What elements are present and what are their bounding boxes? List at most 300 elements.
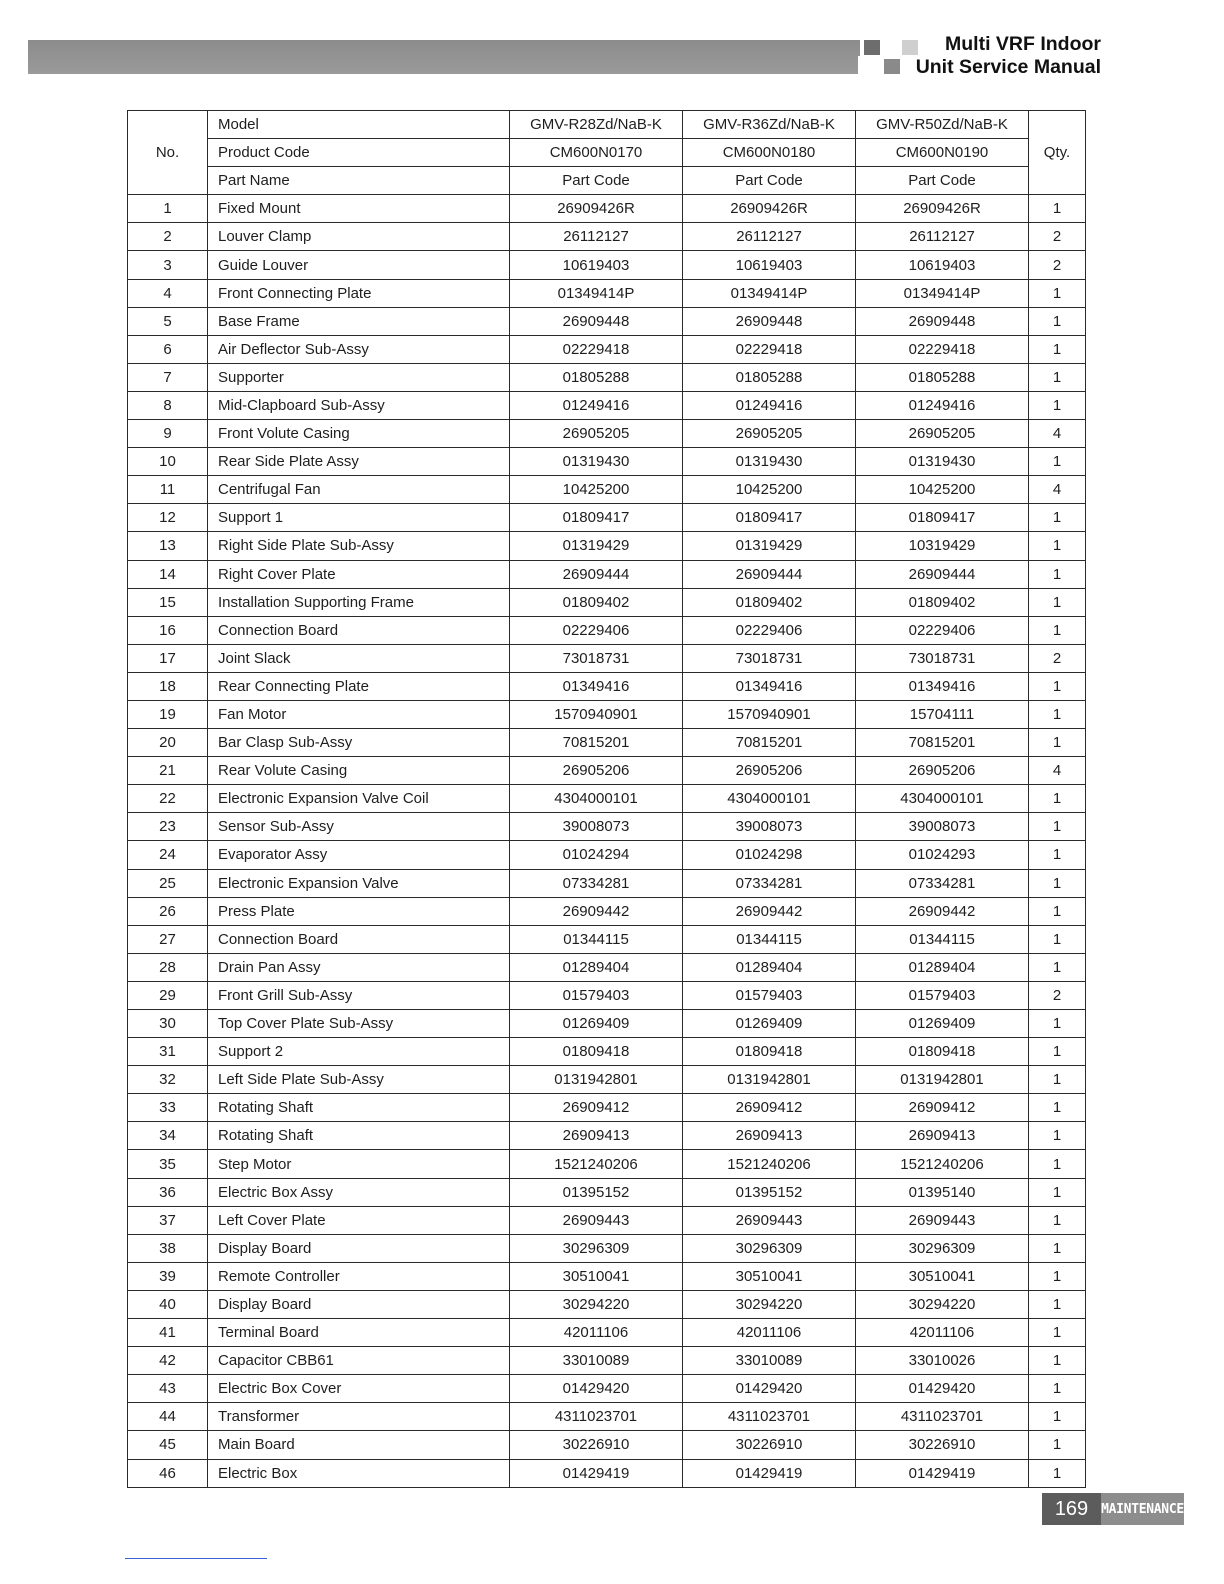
cell-part-code-3: 26909444 [856, 560, 1029, 588]
cell-part-code-1: 30226910 [510, 1431, 683, 1459]
cell-no: 39 [128, 1262, 208, 1290]
cell-no: 10 [128, 448, 208, 476]
part-code-label-2: Part Code [683, 167, 856, 195]
header-row-product-code [128, 139, 1086, 167]
product-code-1: CM600N0170 [510, 139, 683, 167]
cell-qty: 1 [1029, 1347, 1086, 1375]
cell-part-code-1: 01349416 [510, 672, 683, 700]
cell-no: 43 [128, 1375, 208, 1403]
table-row [128, 1290, 1086, 1318]
cell-qty: 1 [1029, 1038, 1086, 1066]
manual-title-line2: Unit Service Manual [915, 56, 1101, 78]
cell-no: 17 [128, 644, 208, 672]
cell-part-code-3: 26909448 [856, 307, 1029, 335]
cell-part-code-3: 02229406 [856, 616, 1029, 644]
cell-qty: 1 [1029, 363, 1086, 391]
header-row-model [128, 111, 1086, 139]
cell-part-code-2: 42011106 [683, 1319, 856, 1347]
cell-part-code-1: 01344115 [510, 925, 683, 953]
model-1: GMV-R28Zd/NaB-K [510, 111, 683, 139]
cell-part-code-1: 26909443 [510, 1206, 683, 1234]
cell-part-name: Louver Clamp [208, 223, 510, 251]
cell-part-name: Centrifugal Fan [208, 476, 510, 504]
section-label: MAINTENANCE [1101, 1493, 1184, 1525]
cell-part-code-3: 01429420 [856, 1375, 1029, 1403]
cell-part-code-3: 10619403 [856, 251, 1029, 279]
cell-part-code-1: 0131942801 [510, 1066, 683, 1094]
cell-part-code-1: 26909426R [510, 195, 683, 223]
cell-part-code-2: 30226910 [683, 1431, 856, 1459]
cell-part-code-1: 01429420 [510, 1375, 683, 1403]
cell-part-code-2: 10619403 [683, 251, 856, 279]
table-row [128, 532, 1086, 560]
table-row [128, 672, 1086, 700]
table-row [128, 1403, 1086, 1431]
cell-part-code-2: 01809417 [683, 504, 856, 532]
cell-no: 35 [128, 1150, 208, 1178]
table-row [128, 1178, 1086, 1206]
cell-part-code-2: 26909448 [683, 307, 856, 335]
table-row [128, 1094, 1086, 1122]
cell-part-code-3: 02229418 [856, 335, 1029, 363]
cell-part-code-1: 33010089 [510, 1347, 683, 1375]
cell-part-code-1: 73018731 [510, 644, 683, 672]
table-row [128, 1347, 1086, 1375]
cell-part-code-3: 01289404 [856, 953, 1029, 981]
cell-part-code-3: 26909426R [856, 195, 1029, 223]
cell-qty: 1 [1029, 279, 1086, 307]
cell-part-code-2: 1521240206 [683, 1150, 856, 1178]
cell-part-code-3: 33010026 [856, 1347, 1029, 1375]
cell-part-code-1: 30294220 [510, 1290, 683, 1318]
cell-no: 7 [128, 363, 208, 391]
table-row [128, 644, 1086, 672]
cell-part-code-1: 42011106 [510, 1319, 683, 1347]
cell-part-code-3: 26112127 [856, 223, 1029, 251]
cell-part-name: Right Cover Plate [208, 560, 510, 588]
cell-part-name: Rear Side Plate Assy [208, 448, 510, 476]
cell-no: 40 [128, 1290, 208, 1318]
cell-part-code-2: 70815201 [683, 729, 856, 757]
cell-part-code-2: 73018731 [683, 644, 856, 672]
page-badge [1042, 1493, 1184, 1525]
cell-part-code-1: 01809417 [510, 504, 683, 532]
cell-qty: 1 [1029, 195, 1086, 223]
cell-qty: 1 [1029, 785, 1086, 813]
cell-part-code-2: 26909412 [683, 1094, 856, 1122]
cell-part-code-3: 0131942801 [856, 1066, 1029, 1094]
cell-part-code-3: 73018731 [856, 644, 1029, 672]
cell-part-code-3: 15704111 [856, 700, 1029, 728]
product-code-label: Product Code [208, 139, 510, 167]
model-label: Model [208, 111, 510, 139]
cell-part-code-2: 26909413 [683, 1122, 856, 1150]
cell-part-code-3: 01344115 [856, 925, 1029, 953]
table-row [128, 981, 1086, 1009]
cell-part-code-2: 01349416 [683, 672, 856, 700]
cell-qty: 2 [1029, 251, 1086, 279]
cell-part-code-2: 1570940901 [683, 700, 856, 728]
cell-qty: 1 [1029, 1178, 1086, 1206]
cell-qty: 1 [1029, 448, 1086, 476]
cell-part-name: Left Cover Plate [208, 1206, 510, 1234]
cell-part-code-3: 30510041 [856, 1262, 1029, 1290]
cell-part-code-2: 26909442 [683, 897, 856, 925]
cell-part-code-2: 07334281 [683, 869, 856, 897]
cell-part-code-2: 01805288 [683, 363, 856, 391]
cell-part-code-2: 30294220 [683, 1290, 856, 1318]
cell-part-code-2: 33010089 [683, 1347, 856, 1375]
cell-part-code-1: 26909442 [510, 897, 683, 925]
cell-part-code-3: 70815201 [856, 729, 1029, 757]
cell-part-code-2: 01249416 [683, 391, 856, 419]
cell-qty: 2 [1029, 981, 1086, 1009]
cell-qty: 1 [1029, 1094, 1086, 1122]
cell-no: 6 [128, 335, 208, 363]
cell-part-code-3: 1521240206 [856, 1150, 1029, 1178]
cell-part-code-1: 01809402 [510, 588, 683, 616]
cell-no: 21 [128, 757, 208, 785]
cell-part-code-1: 02229418 [510, 335, 683, 363]
cell-no: 38 [128, 1234, 208, 1262]
cell-part-code-3: 01809418 [856, 1038, 1029, 1066]
cell-qty: 1 [1029, 504, 1086, 532]
cell-part-code-2: 02229406 [683, 616, 856, 644]
cell-no: 23 [128, 813, 208, 841]
cell-qty: 4 [1029, 420, 1086, 448]
cell-part-name: Press Plate [208, 897, 510, 925]
cell-part-code-1: 26905206 [510, 757, 683, 785]
cell-part-code-3: 01249416 [856, 391, 1029, 419]
cell-qty: 1 [1029, 869, 1086, 897]
cell-part-name: Main Board [208, 1431, 510, 1459]
cell-no: 33 [128, 1094, 208, 1122]
cell-part-code-1: 1570940901 [510, 700, 683, 728]
cell-part-code-1: 1521240206 [510, 1150, 683, 1178]
cell-qty: 1 [1029, 953, 1086, 981]
cell-part-code-2: 01429419 [683, 1459, 856, 1487]
cell-part-code-3: 01024293 [856, 841, 1029, 869]
cell-part-code-1: 26909448 [510, 307, 683, 335]
product-code-2: CM600N0180 [683, 139, 856, 167]
cell-part-name: Top Cover Plate Sub-Assy [208, 1010, 510, 1038]
cell-no: 32 [128, 1066, 208, 1094]
cell-no: 8 [128, 391, 208, 419]
cell-qty: 1 [1029, 1206, 1086, 1234]
header-row-part [128, 167, 1086, 195]
cell-no: 4 [128, 279, 208, 307]
table-row [128, 897, 1086, 925]
cell-part-name: Terminal Board [208, 1319, 510, 1347]
table-row [128, 223, 1086, 251]
table-row [128, 195, 1086, 223]
table-row [128, 616, 1086, 644]
cell-qty: 1 [1029, 925, 1086, 953]
cell-qty: 1 [1029, 616, 1086, 644]
cell-part-name: Support 2 [208, 1038, 510, 1066]
cell-no: 13 [128, 532, 208, 560]
table-row [128, 925, 1086, 953]
qty-header: Qty. [1029, 111, 1086, 195]
cell-part-code-2: 01269409 [683, 1010, 856, 1038]
table-row [128, 1459, 1086, 1487]
cell-part-code-2: 0131942801 [683, 1066, 856, 1094]
table-row [128, 1431, 1086, 1459]
cell-no: 16 [128, 616, 208, 644]
cell-part-code-2: 26909444 [683, 560, 856, 588]
cell-part-name: Electronic Expansion Valve [208, 869, 510, 897]
cell-part-code-1: 01269409 [510, 1010, 683, 1038]
cell-part-code-3: 42011106 [856, 1319, 1029, 1347]
cell-qty: 4 [1029, 476, 1086, 504]
cell-no: 20 [128, 729, 208, 757]
cell-qty: 1 [1029, 335, 1086, 363]
cell-part-code-2: 10425200 [683, 476, 856, 504]
cell-part-name: Front Grill Sub-Assy [208, 981, 510, 1009]
cell-part-code-2: 01024298 [683, 841, 856, 869]
table-row [128, 448, 1086, 476]
table-row [128, 307, 1086, 335]
cell-no: 14 [128, 560, 208, 588]
cell-no: 26 [128, 897, 208, 925]
cell-no: 34 [128, 1122, 208, 1150]
cell-part-code-1: 01319429 [510, 532, 683, 560]
cell-part-code-3: 4304000101 [856, 785, 1029, 813]
manual-title [916, 33, 1101, 79]
table-row [128, 1234, 1086, 1262]
table-row [128, 504, 1086, 532]
cell-part-code-3: 01809402 [856, 588, 1029, 616]
cell-part-code-2: 01395152 [683, 1178, 856, 1206]
cell-no: 1 [128, 195, 208, 223]
cell-no: 25 [128, 869, 208, 897]
cell-no: 42 [128, 1347, 208, 1375]
table-row [128, 1206, 1086, 1234]
cell-no: 27 [128, 925, 208, 953]
cell-no: 3 [128, 251, 208, 279]
cell-part-code-2: 26905205 [683, 420, 856, 448]
cell-no: 37 [128, 1206, 208, 1234]
cell-qty: 1 [1029, 307, 1086, 335]
table-row [128, 1375, 1086, 1403]
cell-part-code-2: 01349414P [683, 279, 856, 307]
table-row [128, 279, 1086, 307]
no-header: No. [128, 111, 208, 195]
cell-no: 45 [128, 1431, 208, 1459]
cell-no: 12 [128, 504, 208, 532]
cell-part-code-3: 01349416 [856, 672, 1029, 700]
cell-qty: 1 [1029, 729, 1086, 757]
cell-qty: 1 [1029, 1431, 1086, 1459]
cell-no: 30 [128, 1010, 208, 1038]
cell-part-code-2: 01809418 [683, 1038, 856, 1066]
cell-no: 28 [128, 953, 208, 981]
cell-qty: 1 [1029, 560, 1086, 588]
table-row [128, 588, 1086, 616]
cell-part-code-3: 26909443 [856, 1206, 1029, 1234]
cell-part-name: Electronic Expansion Valve Coil [208, 785, 510, 813]
cell-no: 18 [128, 672, 208, 700]
cell-part-code-3: 10319429 [856, 532, 1029, 560]
cell-part-code-2: 39008073 [683, 813, 856, 841]
cell-part-code-1: 01024294 [510, 841, 683, 869]
cell-part-code-1: 4311023701 [510, 1403, 683, 1431]
cell-part-code-3: 07334281 [856, 869, 1029, 897]
cell-part-code-2: 01809402 [683, 588, 856, 616]
cell-part-name: Left Side Plate Sub-Assy [208, 1066, 510, 1094]
cell-part-name: Mid-Clapboard Sub-Assy [208, 391, 510, 419]
table-row [128, 363, 1086, 391]
cell-no: 44 [128, 1403, 208, 1431]
cell-part-name: Support 1 [208, 504, 510, 532]
table-row [128, 953, 1086, 981]
cell-no: 24 [128, 841, 208, 869]
table-row [128, 560, 1086, 588]
header-notch [858, 56, 882, 74]
table-row [128, 1010, 1086, 1038]
cell-part-code-2: 01579403 [683, 981, 856, 1009]
cell-no: 22 [128, 785, 208, 813]
cell-part-code-1: 07334281 [510, 869, 683, 897]
cell-part-name: Transformer [208, 1403, 510, 1431]
cell-part-name: Drain Pan Assy [208, 953, 510, 981]
cell-part-name: Rotating Shaft [208, 1094, 510, 1122]
cell-part-code-1: 01579403 [510, 981, 683, 1009]
cell-qty: 1 [1029, 1010, 1086, 1038]
cell-qty: 1 [1029, 1290, 1086, 1318]
cell-part-code-3: 01429419 [856, 1459, 1029, 1487]
cell-part-name: Front Connecting Plate [208, 279, 510, 307]
cell-part-name: Right Side Plate Sub-Assy [208, 532, 510, 560]
cell-part-name: Guide Louver [208, 251, 510, 279]
cell-part-name: Front Volute Casing [208, 420, 510, 448]
cell-qty: 1 [1029, 1319, 1086, 1347]
cell-part-name: Connection Board [208, 925, 510, 953]
cell-part-code-3: 01395140 [856, 1178, 1029, 1206]
table-row [128, 785, 1086, 813]
cell-part-code-1: 01429419 [510, 1459, 683, 1487]
cell-part-code-2: 26905206 [683, 757, 856, 785]
cell-qty: 1 [1029, 813, 1086, 841]
manual-title-line1: Multi VRF Indoor [945, 33, 1101, 55]
table-row [128, 841, 1086, 869]
cell-part-code-1: 01349414P [510, 279, 683, 307]
cell-part-code-3: 10425200 [856, 476, 1029, 504]
cell-qty: 1 [1029, 1122, 1086, 1150]
part-name-label: Part Name [208, 167, 510, 195]
cell-qty: 1 [1029, 1459, 1086, 1487]
cell-part-code-3: 26909412 [856, 1094, 1029, 1122]
cell-qty: 1 [1029, 1375, 1086, 1403]
cell-part-name: Base Frame [208, 307, 510, 335]
cell-part-code-1: 26112127 [510, 223, 683, 251]
cell-part-name: Electric Box Assy [208, 1178, 510, 1206]
cell-part-code-2: 30296309 [683, 1234, 856, 1262]
cell-part-name: Sensor Sub-Assy [208, 813, 510, 841]
decor-square-mid [884, 59, 900, 74]
cell-part-name: Capacitor CBB61 [208, 1347, 510, 1375]
table-row [128, 476, 1086, 504]
cell-part-code-1: 01289404 [510, 953, 683, 981]
cell-qty: 1 [1029, 841, 1086, 869]
cell-qty: 4 [1029, 757, 1086, 785]
cell-part-code-3: 4311023701 [856, 1403, 1029, 1431]
cell-qty: 1 [1029, 1403, 1086, 1431]
table-row [128, 1150, 1086, 1178]
cell-part-code-3: 39008073 [856, 813, 1029, 841]
cell-part-name: Connection Board [208, 616, 510, 644]
cell-part-code-2: 30510041 [683, 1262, 856, 1290]
cell-part-code-3: 30226910 [856, 1431, 1029, 1459]
cell-qty: 2 [1029, 223, 1086, 251]
cell-no: 41 [128, 1319, 208, 1347]
cell-part-code-3: 01809417 [856, 504, 1029, 532]
cell-part-name: Rear Connecting Plate [208, 672, 510, 700]
cell-part-name: Display Board [208, 1234, 510, 1262]
cell-no: 29 [128, 981, 208, 1009]
cell-qty: 1 [1029, 672, 1086, 700]
product-code-3: CM600N0190 [856, 139, 1029, 167]
cell-part-code-2: 4311023701 [683, 1403, 856, 1431]
table-row [128, 1066, 1086, 1094]
cell-part-code-2: 26909426R [683, 195, 856, 223]
table-row [128, 729, 1086, 757]
cell-part-code-1: 30510041 [510, 1262, 683, 1290]
cell-part-name: Installation Supporting Frame [208, 588, 510, 616]
cell-qty: 1 [1029, 1234, 1086, 1262]
cell-part-code-3: 26905205 [856, 420, 1029, 448]
cell-no: 36 [128, 1178, 208, 1206]
cell-no: 31 [128, 1038, 208, 1066]
cell-part-code-1: 26909444 [510, 560, 683, 588]
cell-no: 11 [128, 476, 208, 504]
cell-part-code-2: 26112127 [683, 223, 856, 251]
cell-part-code-1: 30296309 [510, 1234, 683, 1262]
cell-no: 2 [128, 223, 208, 251]
cell-part-code-2: 02229418 [683, 335, 856, 363]
part-code-label-1: Part Code [510, 167, 683, 195]
footer-rule [125, 1558, 267, 1559]
cell-part-code-1: 26909413 [510, 1122, 683, 1150]
table-row [128, 813, 1086, 841]
cell-part-name: Display Board [208, 1290, 510, 1318]
cell-part-name: Evaporator Assy [208, 841, 510, 869]
cell-part-name: Fan Motor [208, 700, 510, 728]
cell-part-name: Electric Box [208, 1459, 510, 1487]
cell-qty: 1 [1029, 700, 1086, 728]
cell-no: 5 [128, 307, 208, 335]
table-row [128, 700, 1086, 728]
cell-part-name: Remote Controller [208, 1262, 510, 1290]
table-row [128, 1319, 1086, 1347]
cell-part-code-2: 4304000101 [683, 785, 856, 813]
table-row [128, 757, 1086, 785]
cell-part-code-1: 01249416 [510, 391, 683, 419]
model-2: GMV-R36Zd/NaB-K [683, 111, 856, 139]
cell-part-name: Air Deflector Sub-Assy [208, 335, 510, 363]
cell-qty: 1 [1029, 391, 1086, 419]
cell-part-code-3: 01579403 [856, 981, 1029, 1009]
cell-part-name: Supporter [208, 363, 510, 391]
cell-part-code-1: 01805288 [510, 363, 683, 391]
cell-part-name: Step Motor [208, 1150, 510, 1178]
cell-part-code-1: 02229406 [510, 616, 683, 644]
parts-table [127, 110, 1086, 1488]
cell-qty: 1 [1029, 897, 1086, 925]
cell-part-code-2: 01289404 [683, 953, 856, 981]
model-3: GMV-R50Zd/NaB-K [856, 111, 1029, 139]
cell-qty: 1 [1029, 588, 1086, 616]
